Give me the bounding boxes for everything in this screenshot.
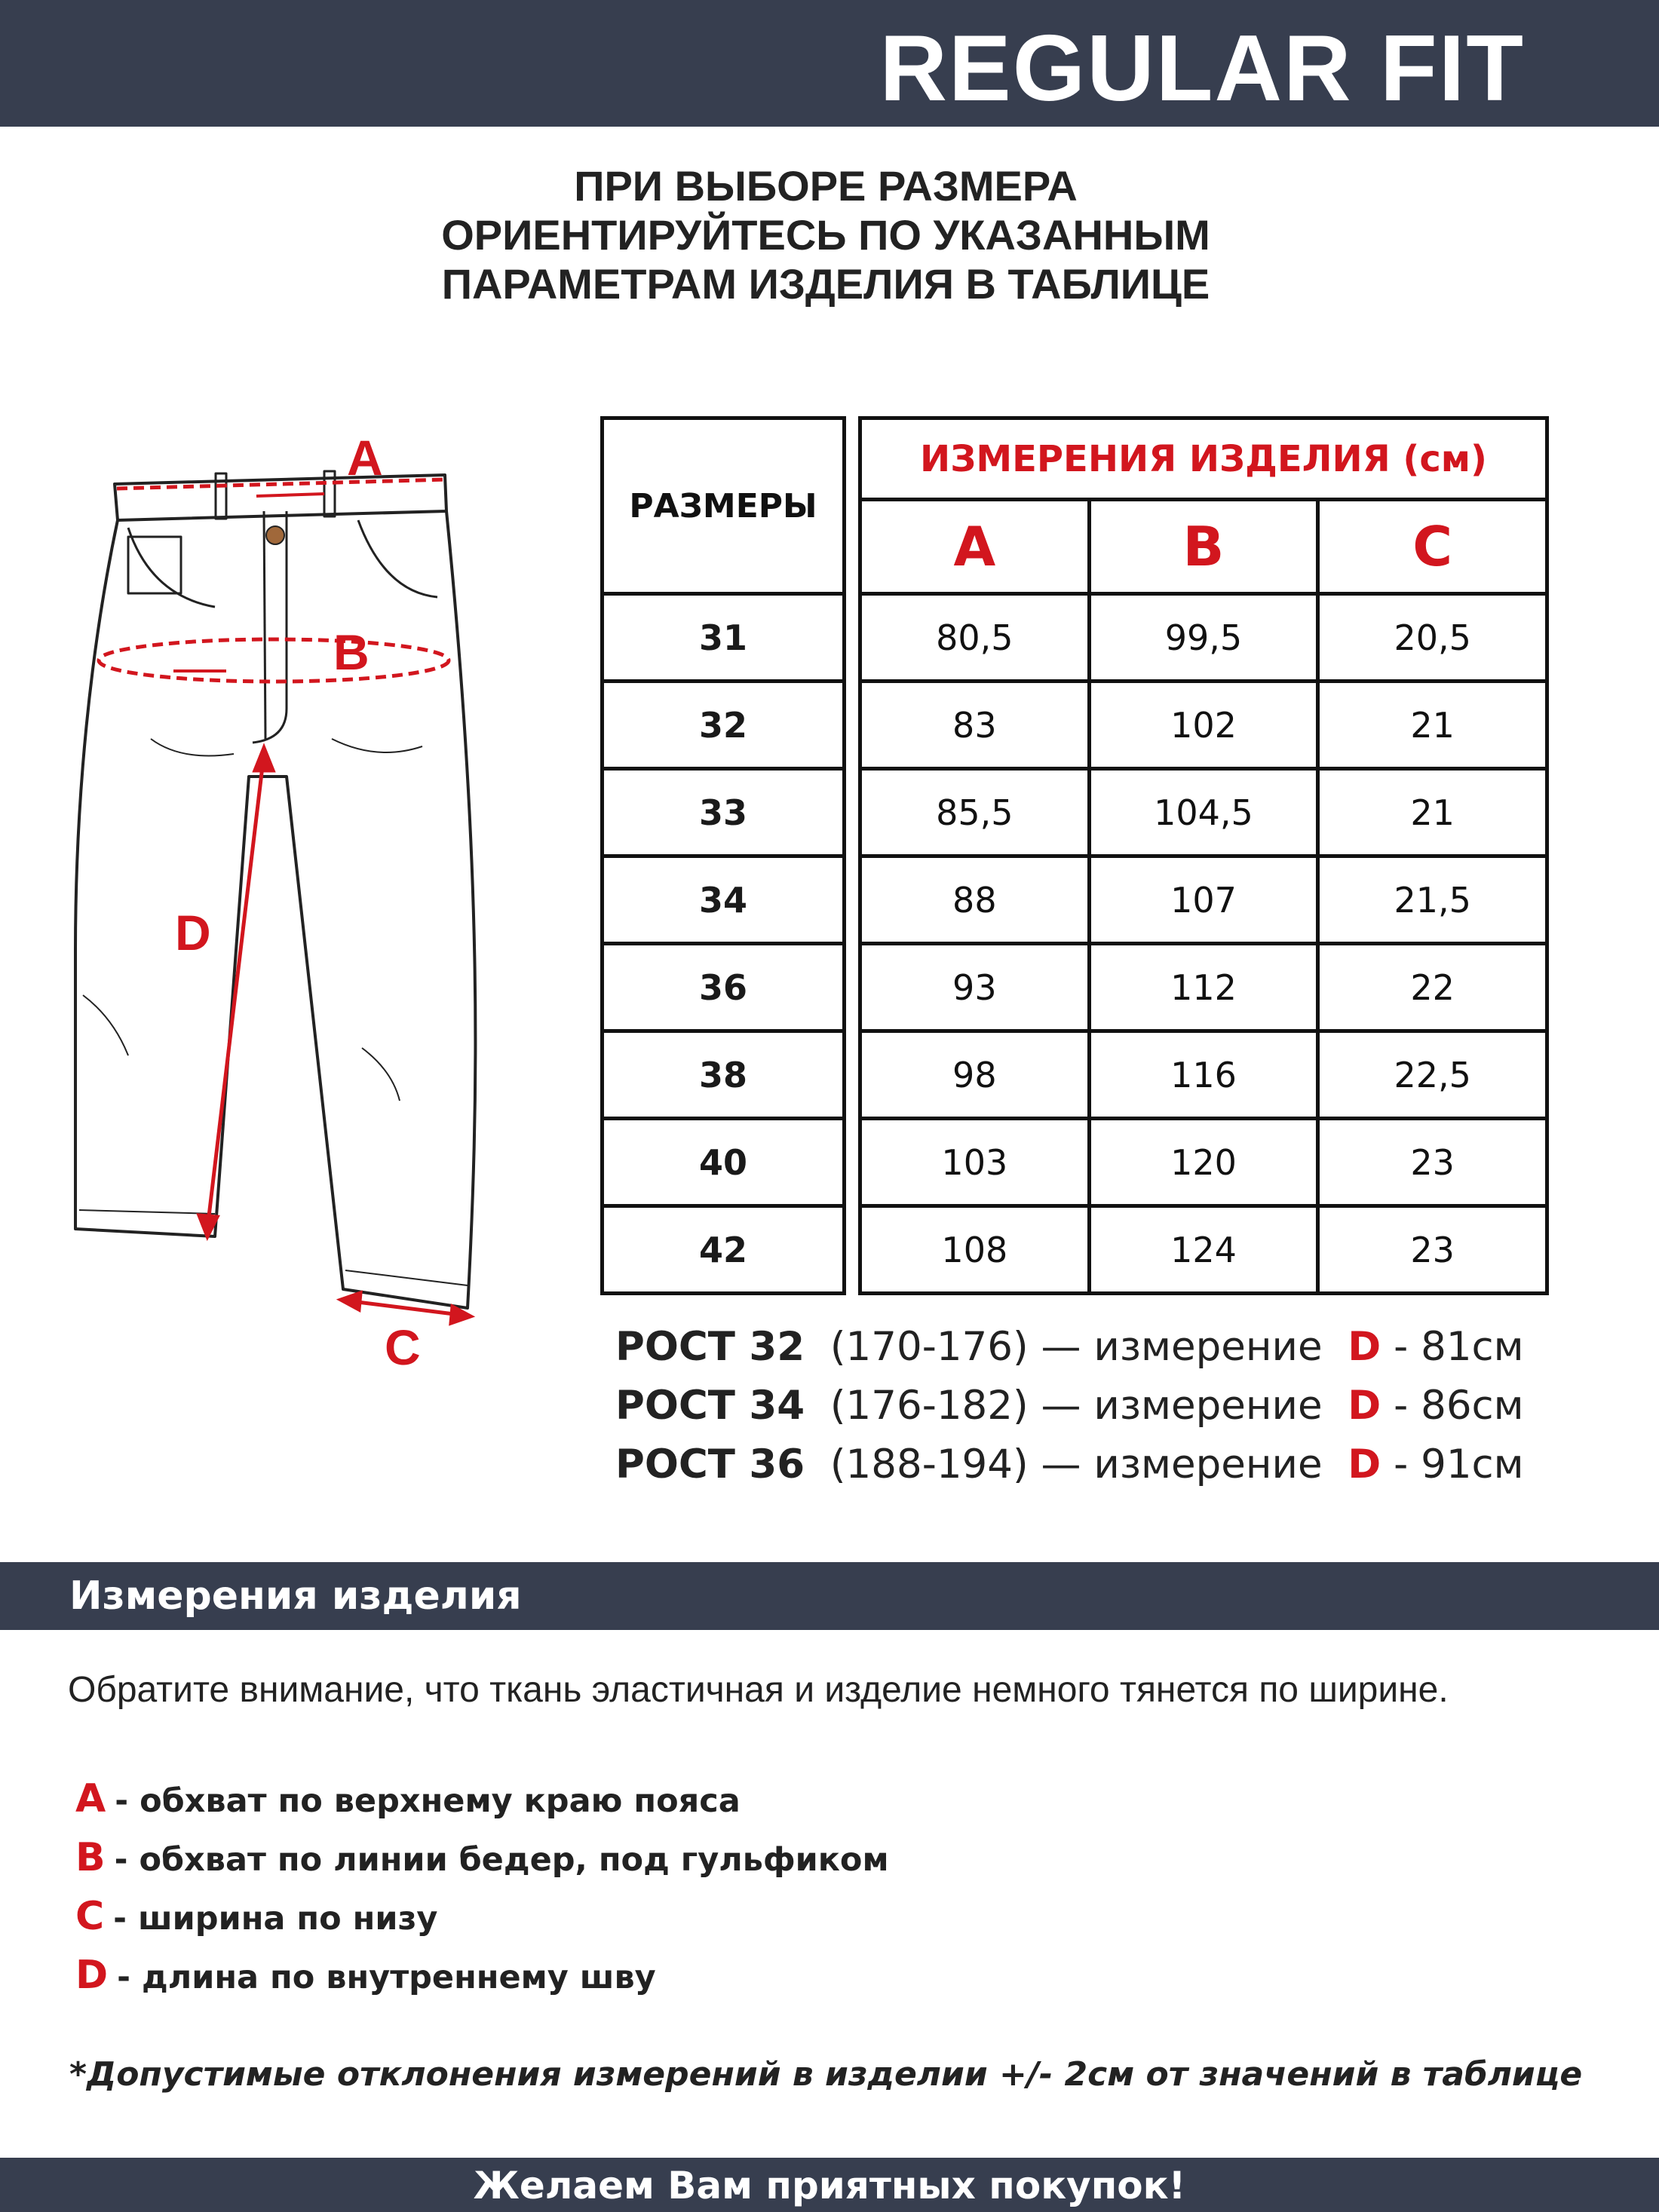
- pocket-left: [128, 528, 215, 607]
- legend-text: - ширина по низу: [113, 1900, 438, 1938]
- cell-b: 112: [1089, 944, 1318, 1031]
- table-row: [603, 856, 845, 944]
- pants-outline: [75, 511, 475, 1308]
- table-row: [860, 944, 1547, 1031]
- height-note: [615, 1324, 1524, 1370]
- height-text: — измерение: [1041, 1441, 1323, 1487]
- intro-line: ОРИЕНТИРУЙТЕСЬ ПО УКАЗАННЫМ: [441, 211, 1210, 259]
- disclaimer: *Допустимые отклонения измерений в изделии +/- 2см от значений в таблице: [69, 2055, 1583, 2094]
- button-icon: [266, 526, 284, 544]
- height-range: (170-176): [830, 1324, 1029, 1370]
- cell-c: 20,5: [1318, 594, 1547, 682]
- cell-b: 124: [1089, 1206, 1318, 1294]
- measurements-header: ИЗМЕРЕНИЯ ИЗДЕЛИЯ (см): [860, 418, 1547, 500]
- height-text: — измерение: [1041, 1324, 1323, 1370]
- legend-key: D: [75, 1953, 109, 1998]
- legend-item: [75, 1894, 437, 1939]
- label-c: C: [385, 1319, 421, 1372]
- pants-diagram: [60, 422, 513, 1372]
- pocket-right: [358, 520, 437, 597]
- height-note: [615, 1441, 1524, 1487]
- height-key: D: [1348, 1324, 1381, 1370]
- table-row: [860, 1119, 1547, 1206]
- cell-c: 21: [1318, 682, 1547, 769]
- cell-a: 88: [860, 856, 1090, 944]
- size-cell: 42: [603, 1206, 845, 1294]
- height-label: РОСТ 34: [615, 1383, 805, 1429]
- measure-c-line: [345, 1301, 466, 1316]
- measure-b-line: [99, 639, 449, 682]
- intro-line: ПАРАМЕТРАМ ИЗДЕЛИЯ В ТАБЛИЦЕ: [441, 260, 1210, 308]
- cell-a: 98: [860, 1031, 1090, 1119]
- legend-key: B: [75, 1835, 106, 1880]
- table-row: [603, 682, 845, 769]
- legend-text: - обхват по линии бедер, под гульфиком: [114, 1841, 889, 1879]
- height-note: [615, 1383, 1524, 1429]
- height-value: - 86см: [1394, 1383, 1524, 1429]
- size-cell: 40: [603, 1119, 845, 1206]
- legend-key: C: [75, 1894, 105, 1939]
- size-cell: 38: [603, 1031, 845, 1119]
- height-text: — измерение: [1041, 1383, 1323, 1429]
- table-row: [860, 594, 1547, 682]
- size-cell: 36: [603, 944, 845, 1031]
- table-row: [603, 1119, 845, 1206]
- cell-a: 85,5: [860, 769, 1090, 856]
- cell-c: 23: [1318, 1119, 1547, 1206]
- cell-c: 21: [1318, 769, 1547, 856]
- size-cell: 31: [603, 594, 845, 682]
- size-cell: 33: [603, 769, 845, 856]
- size-table: [600, 416, 846, 1295]
- cell-b: 104,5: [1089, 769, 1318, 856]
- cell-b: 99,5: [1089, 594, 1318, 682]
- section-title: Измерения изделия: [69, 1573, 522, 1619]
- table-row: [860, 856, 1547, 944]
- height-key: D: [1348, 1383, 1381, 1429]
- size-cell: 34: [603, 856, 845, 944]
- legend-key: A: [75, 1776, 106, 1821]
- table-row: [603, 594, 845, 682]
- label-d: D: [175, 905, 211, 960]
- intro-text: [302, 161, 1350, 308]
- legend-text: - обхват по верхнему краю пояса: [115, 1782, 741, 1820]
- column-header-b: B: [1089, 500, 1318, 594]
- waistband: [115, 475, 446, 520]
- table-row: [860, 1031, 1547, 1119]
- cell-a: 103: [860, 1119, 1090, 1206]
- size-cell: 32: [603, 682, 845, 769]
- legend-text: - длина по внутреннему шву: [117, 1959, 656, 1996]
- cell-b: 116: [1089, 1031, 1318, 1119]
- cell-a: 80,5: [860, 594, 1090, 682]
- fly-stitch: [253, 511, 287, 743]
- height-range: (176-182): [830, 1383, 1029, 1429]
- table-row: [860, 682, 1547, 769]
- table-row: [860, 1206, 1547, 1294]
- cell-a: 83: [860, 682, 1090, 769]
- height-label: РОСТ 32: [615, 1324, 805, 1370]
- table-row: [603, 944, 845, 1031]
- legend-item: [75, 1953, 656, 1998]
- cell-b: 120: [1089, 1119, 1318, 1206]
- height-value: - 81см: [1394, 1324, 1524, 1370]
- table-row: [860, 769, 1547, 856]
- fit-title: REGULAR FIT: [879, 17, 1525, 121]
- cell-c: 23: [1318, 1206, 1547, 1294]
- table-row: [603, 769, 845, 856]
- intro-line: ПРИ ВЫБОРЕ РАЗМЕРА: [574, 162, 1078, 210]
- label-a: A: [347, 430, 383, 486]
- cell-a: 93: [860, 944, 1090, 1031]
- footer-text: Желаем Вам приятных покупок!: [473, 2164, 1186, 2207]
- height-range: (188-194): [830, 1441, 1029, 1487]
- table-row: [603, 1206, 845, 1294]
- cell-c: 21,5: [1318, 856, 1547, 944]
- label-b: B: [333, 624, 370, 680]
- legend-item: [75, 1776, 741, 1821]
- measurements-table: [858, 416, 1549, 1295]
- size-header: РАЗМЕРЫ: [603, 418, 845, 594]
- cell-b: 102: [1089, 682, 1318, 769]
- cell-b: 107: [1089, 856, 1318, 944]
- legend-item: [75, 1835, 889, 1880]
- cell-a: 108: [860, 1206, 1090, 1294]
- column-header-a: A: [860, 500, 1090, 594]
- height-value: - 91см: [1394, 1441, 1524, 1487]
- cell-c: 22: [1318, 944, 1547, 1031]
- table-row: [603, 1031, 845, 1119]
- fabric-note: Обратите внимание, что ткань эластичная и изделие немного тянется по ширине.: [68, 1670, 1449, 1710]
- cell-c: 22,5: [1318, 1031, 1547, 1119]
- height-key: D: [1348, 1441, 1381, 1487]
- height-label: РОСТ 36: [615, 1441, 805, 1487]
- measure-d-line: [207, 754, 264, 1229]
- column-header-c: C: [1318, 500, 1547, 594]
